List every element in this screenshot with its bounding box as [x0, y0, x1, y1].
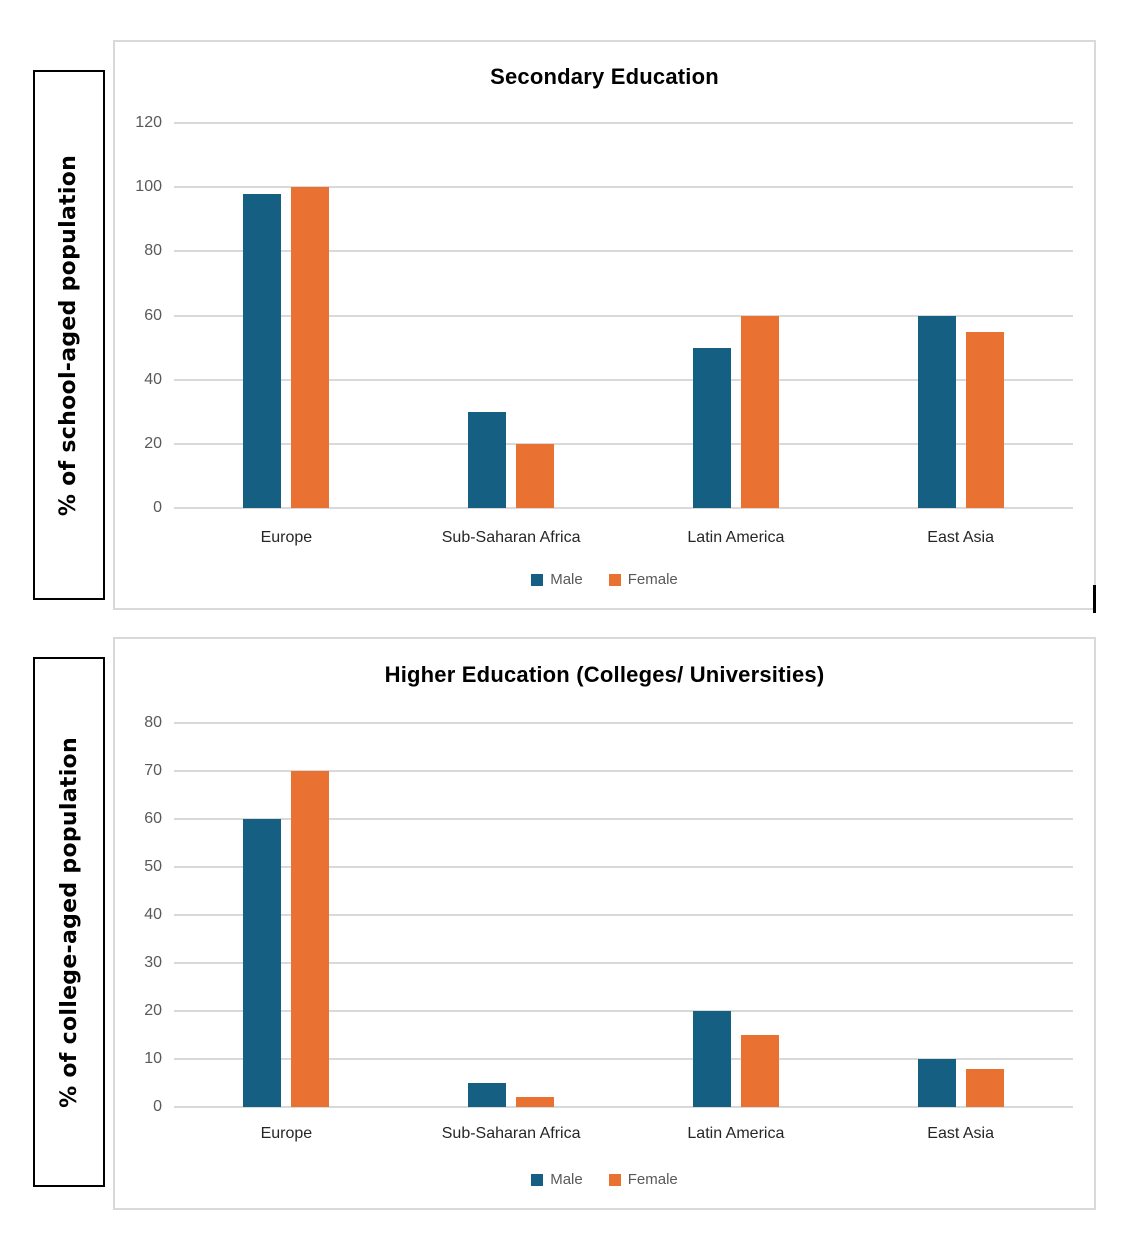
bar-female-latin-america [741, 1035, 779, 1107]
higher-education-chart [113, 637, 1096, 1210]
xaxis-label-sub-saharan-africa: Sub-Saharan Africa [441, 529, 581, 546]
bar-female-sub-saharan-africa [516, 1097, 554, 1107]
chart-title-higher: Higher Education (Colleges/ Universities) [384, 662, 825, 687]
plot-area-secondary [174, 123, 1073, 508]
plot-area-higher [174, 723, 1073, 1107]
ytick-label-80: 80 [144, 714, 162, 731]
text-cursor-artifact [1093, 585, 1096, 613]
ytick-label-20: 20 [144, 434, 162, 452]
bar-female-europe [291, 187, 329, 508]
ytick-label-0: 0 [153, 499, 162, 516]
bar-male-europe [243, 194, 281, 508]
legend-label-female: Female [627, 1171, 678, 1188]
xaxis-label-latin-america: Latin America [687, 1125, 785, 1142]
legend-item-male [531, 1171, 583, 1188]
ytick-label-80: 80 [144, 242, 162, 260]
xaxis-label-europe: Europe [260, 529, 313, 546]
ytick-label-100: 100 [135, 178, 162, 196]
bar-male-europe [243, 819, 281, 1107]
bar-male-east-asia [918, 316, 956, 509]
ytick-label-70: 70 [144, 762, 162, 779]
secondary-education-chart [113, 40, 1096, 610]
xaxis-label-latin-america: Latin America [687, 529, 785, 546]
gridline-y120 [174, 122, 1073, 124]
legend-item-male [531, 571, 583, 588]
bar-female-east-asia [966, 332, 1004, 508]
legend-label-male: Male [550, 571, 583, 588]
ytick-label-50: 50 [144, 858, 162, 875]
xaxis-label-east-asia: East Asia [927, 529, 994, 546]
bar-female-east-asia [966, 1069, 1004, 1107]
bar-female-europe [291, 771, 329, 1107]
bar-male-latin-america [693, 348, 731, 508]
xaxis-label-europe: Europe [260, 1125, 313, 1142]
male-swatch-icon [531, 574, 543, 586]
female-swatch-icon [609, 1174, 621, 1186]
male-swatch-icon [531, 1174, 543, 1186]
legend-label-female: Female [627, 571, 678, 588]
female-swatch-icon [609, 574, 621, 586]
yaxis-label-higher: % of college-aged population [56, 736, 82, 1108]
ytick-label-120: 120 [135, 114, 162, 131]
ytick-label-60: 60 [144, 306, 162, 324]
gridline-y80 [174, 722, 1073, 724]
legend-secondary [115, 571, 1094, 588]
bar-female-sub-saharan-africa [516, 444, 554, 508]
legend-higher [115, 1171, 1094, 1188]
bar-male-sub-saharan-africa [468, 1083, 506, 1107]
yaxis-label-box-higher [33, 657, 105, 1187]
ytick-label-10: 10 [144, 1050, 162, 1067]
bar-male-sub-saharan-africa [468, 412, 506, 508]
ytick-label-40: 40 [144, 906, 162, 923]
legend-item-female [609, 1171, 678, 1188]
legend-label-male: Male [550, 1171, 583, 1188]
yaxis-label-secondary: % of school-aged population [56, 154, 82, 516]
yaxis-label-box-secondary [33, 70, 105, 600]
ytick-label-30: 30 [144, 954, 162, 971]
chart-title-secondary: Secondary Education [490, 64, 719, 89]
xaxis-label-east-asia: East Asia [927, 1125, 994, 1142]
bar-male-east-asia [918, 1059, 956, 1107]
ytick-label-0: 0 [153, 1098, 162, 1115]
ytick-label-60: 60 [144, 810, 162, 827]
bar-male-latin-america [693, 1011, 731, 1107]
ytick-label-20: 20 [144, 1002, 162, 1019]
legend-item-female [609, 571, 678, 588]
bar-female-latin-america [741, 316, 779, 509]
xaxis-label-sub-saharan-africa: Sub-Saharan Africa [441, 1125, 581, 1142]
ytick-label-40: 40 [144, 370, 162, 388]
